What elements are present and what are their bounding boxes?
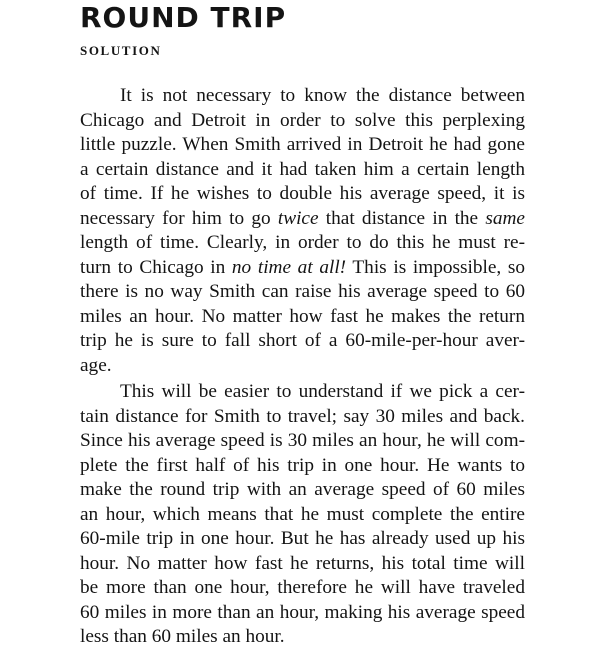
text-line: Chicago and Detroit in order to solve this perplexing bbox=[80, 109, 525, 131]
emphasis-text: same bbox=[485, 207, 525, 229]
paragraph-1 bbox=[80, 84, 525, 378]
solution-text bbox=[80, 84, 525, 650]
page-title: ROUND TRIP bbox=[80, 1, 287, 34]
section-label: SOLUTION bbox=[80, 43, 162, 58]
text-line: hour. No matter how fast he returns, his total time will bbox=[80, 552, 525, 574]
text-line: plete the first half of his trip in one hour. He wants to bbox=[80, 454, 525, 476]
text-line: be more than one hour, therefore he will have traveled bbox=[80, 577, 525, 598]
text-line: 60-mile trip in one hour. But he has already used up his bbox=[80, 528, 525, 549]
text-line: age. bbox=[80, 354, 112, 376]
text-run: This is impossible, so bbox=[346, 256, 526, 278]
text-line: miles an hour. No matter how fast he makes the return bbox=[80, 305, 525, 327]
paragraph-2 bbox=[80, 380, 525, 650]
text-line: It is not necessary to know the distance between bbox=[120, 85, 525, 106]
text-line bbox=[80, 207, 525, 232]
text-line: This will be easier to understand if we pick a cer- bbox=[120, 381, 525, 402]
text-line: make the round trip with an average speed of 60 miles bbox=[80, 479, 525, 500]
text-line: little puzzle. When Smith arrived in Detroit he had gone bbox=[80, 134, 525, 155]
text-line: an hour, which means that he must complete the entire bbox=[80, 503, 525, 525]
text-line bbox=[80, 256, 525, 281]
text-line: 60 miles in more than an hour, making his average speed bbox=[80, 601, 525, 623]
text-run: that distance in the bbox=[318, 207, 486, 229]
text-line: trip he is sure to fall short of a 60-mile-per-hour aver- bbox=[80, 330, 525, 351]
text-run: turn to Chicago in bbox=[80, 256, 232, 278]
emphasis-text: no time at all! bbox=[231, 256, 347, 278]
text-run: necessary for him to go bbox=[80, 207, 278, 229]
text-line: length of time. Clearly, in order to do this he must re- bbox=[80, 232, 525, 253]
text-line: tain distance for Smith to travel; say 30 miles and back. bbox=[80, 405, 525, 427]
text-line: of time. If he wishes to double his average speed, it is bbox=[80, 183, 525, 204]
text-line: a certain distance and it had taken him a certain length bbox=[80, 158, 525, 180]
text-line: Since his average speed is 30 miles an hour, he will com- bbox=[80, 430, 525, 451]
text-line: less than 60 miles an hour. bbox=[80, 626, 285, 647]
text-line: there is no way Smith can raise his average speed to 60 bbox=[80, 281, 525, 302]
emphasis-text: twice bbox=[277, 207, 319, 229]
